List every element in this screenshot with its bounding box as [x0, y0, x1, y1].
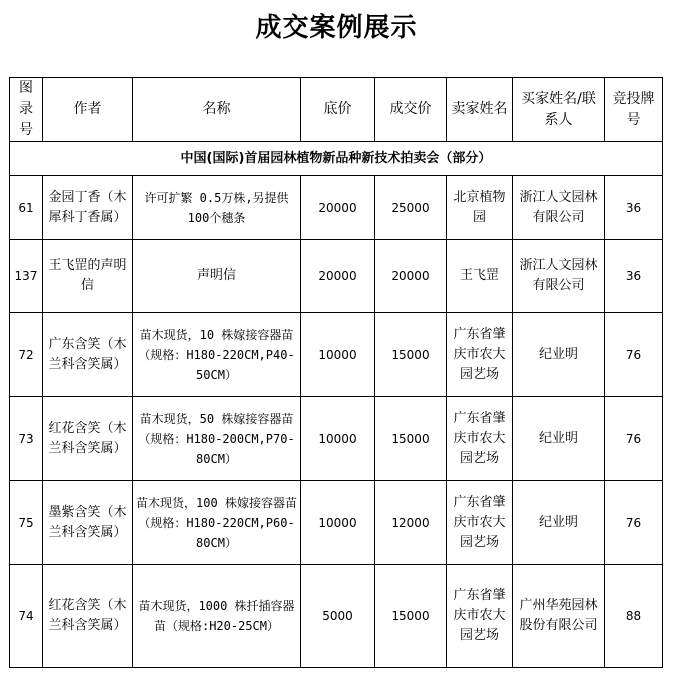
cell-seller: 广东省肇庆市农大园艺场: [447, 481, 513, 565]
cell-author: 红花含笑（木兰科含笑属）: [43, 565, 133, 668]
cell-author: 广东含笑（木兰科含笑属）: [43, 313, 133, 397]
header-final-price: 成交价: [375, 78, 447, 142]
cell-reserve-price: 20000: [301, 176, 375, 240]
cell-catalog-no: 73: [10, 397, 43, 481]
cell-author: 王飞罡的声明信: [43, 240, 133, 313]
cell-catalog-no: 74: [10, 565, 43, 668]
table-row: [10, 397, 663, 481]
header-reserve-price: 底价: [301, 78, 375, 142]
header-author: 作者: [43, 78, 133, 142]
cell-buyer: 纪业明: [513, 313, 605, 397]
cell-final-price: 15000: [375, 397, 447, 481]
cell-reserve-price: 5000: [301, 565, 375, 668]
cell-seller: 王飞罡: [447, 240, 513, 313]
cell-reserve-price: 20000: [301, 240, 375, 313]
header-catalog-no: 图录号: [10, 78, 43, 142]
cell-seller: 广东省肇庆市农大园艺场: [447, 397, 513, 481]
header-paddle-no: 竞投牌号: [605, 78, 663, 142]
cell-catalog-no: 72: [10, 313, 43, 397]
cell-final-price: 15000: [375, 313, 447, 397]
cell-paddle-no: 36: [605, 176, 663, 240]
cell-reserve-price: 10000: [301, 481, 375, 565]
page-title: 成交案例展示: [255, 13, 418, 43]
cell-name: 苗木现货，10 株嫁接容器苗（规格：H180-220CM,P40-50CM）: [133, 313, 301, 397]
cell-final-price: 12000: [375, 481, 447, 565]
cell-author: 红花含笑（木兰科含笑属）: [43, 397, 133, 481]
cell-seller: 北京植物园: [447, 176, 513, 240]
cell-name: 苗木现货，1000 株扦插容器苗（规格:H20-25CM）: [133, 565, 301, 668]
cell-name: 声明信: [133, 240, 301, 313]
table-row: [10, 481, 663, 565]
cell-seller: 广东省肇庆市农大园艺场: [447, 313, 513, 397]
cell-name: 苗木现货，50 株嫁接容器苗（规格：H180-200CM,P70-80CM）: [133, 397, 301, 481]
cell-name: 许可扩繁 0.5万株,另提供 100个穗条: [133, 176, 301, 240]
cell-reserve-price: 10000: [301, 313, 375, 397]
cell-final-price: 20000: [375, 240, 447, 313]
header-name: 名称: [133, 78, 301, 142]
cell-buyer: 纪业明: [513, 397, 605, 481]
cell-catalog-no: 61: [10, 176, 43, 240]
cell-seller: 广东省肇庆市农大园艺场: [447, 565, 513, 668]
cell-final-price: 25000: [375, 176, 447, 240]
header-seller: 卖家姓名: [447, 78, 513, 142]
cell-buyer: 广州华苑园林股份有限公司: [513, 565, 605, 668]
table-row: [10, 240, 663, 313]
cell-reserve-price: 10000: [301, 397, 375, 481]
table-row: [10, 313, 663, 397]
cell-final-price: 15000: [375, 565, 447, 668]
cell-buyer: 纪业明: [513, 481, 605, 565]
cell-author: 金园丁香（木犀科丁香属）: [43, 176, 133, 240]
section-title: 中国(国际)首届园林植物新品种新技术拍卖会（部分）: [10, 142, 663, 176]
cell-buyer: 浙江人文园林有限公司: [513, 176, 605, 240]
table-row: [10, 176, 663, 240]
cell-buyer: 浙江人文园林有限公司: [513, 240, 605, 313]
cell-paddle-no: 36: [605, 240, 663, 313]
header-buyer: 买家姓名/联系人: [513, 78, 605, 142]
cell-paddle-no: 76: [605, 397, 663, 481]
cell-catalog-no: 137: [10, 240, 43, 313]
auction-results-table: [9, 77, 663, 668]
section-row: [10, 142, 663, 176]
cell-author: 墨紫含笑（木兰科含笑属）: [43, 481, 133, 565]
cell-paddle-no: 76: [605, 481, 663, 565]
cell-catalog-no: 75: [10, 481, 43, 565]
header-row: [10, 78, 663, 142]
cell-paddle-no: 88: [605, 565, 663, 668]
cell-paddle-no: 76: [605, 313, 663, 397]
cell-name: 苗木现货，100 株嫁接容器苗（规格：H180-220CM,P60-80CM）: [133, 481, 301, 565]
table-row: [10, 565, 663, 668]
